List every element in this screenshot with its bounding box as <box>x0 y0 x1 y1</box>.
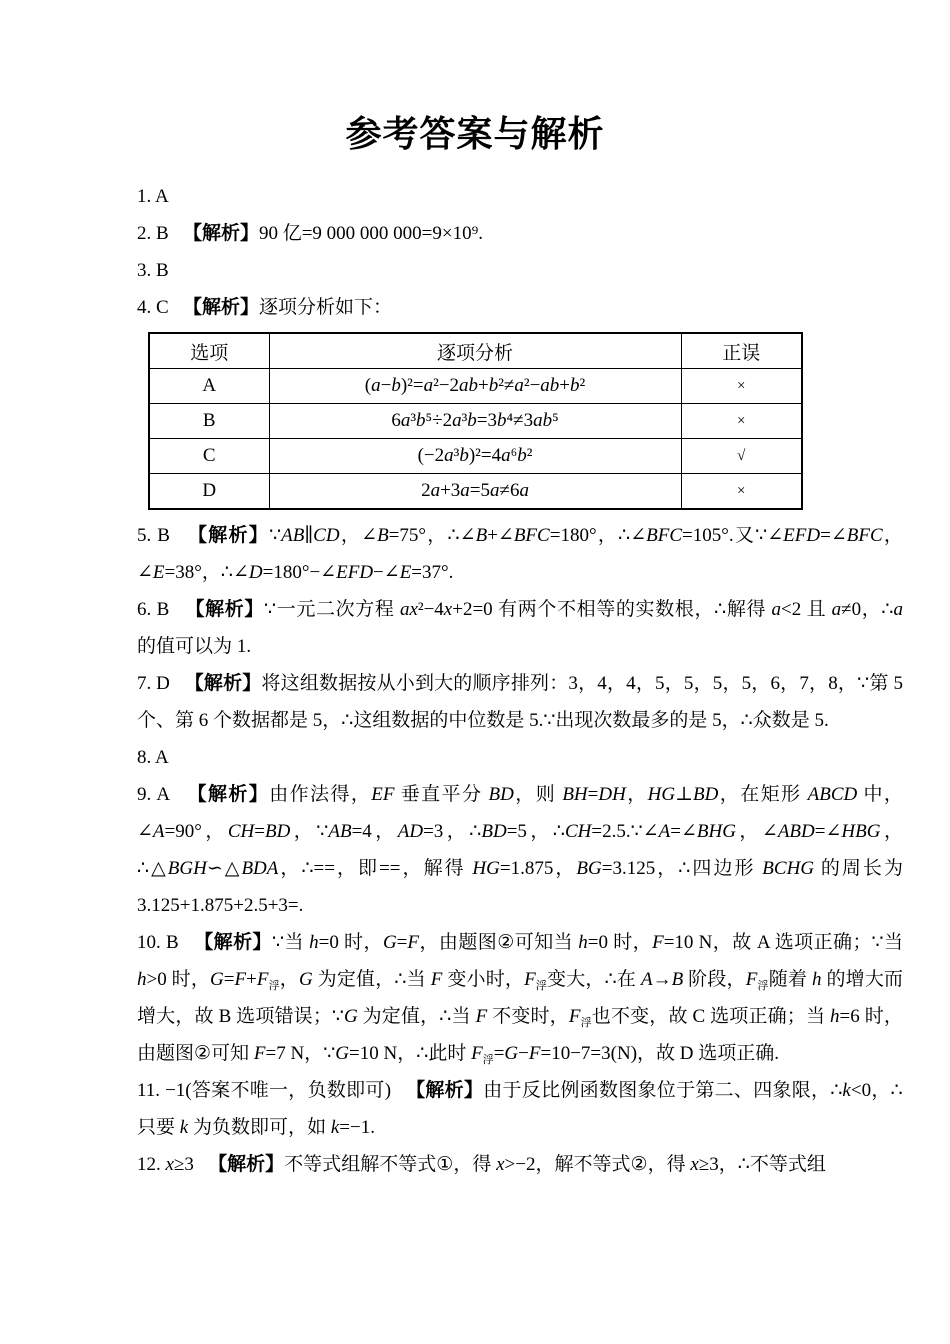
table-header-cell: 正误 <box>681 333 802 369</box>
cell-analysis: 2a+3a=5a≠6a <box>269 474 681 510</box>
answer-item-10: 10. B 【解析】∵当 h=0 时，G=F，由题图②可知当 h=0 时，F=10 N，故 A 选项正确；∵当 h>0 时，$G=F+F_浮$，G 为定值，∴当 F 变小时，$F_浮$变大，∴在 A→B 阶段，$F_浮$随着 h 的增大而增大，故 B 选项错误；∵G 为定值，∴当 F 不变时，$F_浮$也不变，故 C 选项正确；当 h=6 时，由题图②可知 F=7 N，∵G=10 N，∴此时 $F_浮=G-F=10-7=3(N)$，故 D 选项正确. <box>137 924 903 1072</box>
math-run: 变大，∴在 A→B 阶段，F <box>547 969 758 990</box>
answer-item-3: 3. B <box>137 260 169 281</box>
answer-item-11: 11. −1(答案不唯一，负数即可) 【解析】由于反比例函数图象位于第二、四象限，∴k<0，∴只要 k 为负数即可，如 k=−1. <box>137 1080 903 1138</box>
analysis-label: 【解析】 <box>185 599 264 620</box>
math-run: 不等式组解不等式①，得 x>−2，解不等式②，得 x≥3，∴不等式组 <box>284 1154 826 1175</box>
answer-item-4: 4. C 【解析】逐项分析如下： <box>137 297 392 318</box>
answer-item-6: 6. B 【解析】∵一元二次方程 ax²−4x+2=0 有两个不相等的实数根，∴解得 a<2 且 a≠0，∴a 的值可以为 1. <box>137 591 903 665</box>
math-run: =G−F=10−7=3 <box>493 1043 611 1064</box>
answer-item-12: 12. x≥3 【解析】不等式组解不等式①，得 x>−2，解不等式②，得 x≥3，∴不等式组 <box>137 1154 826 1175</box>
math-run: 也不变， <box>591 1006 669 1027</box>
analysis-label: 【解析】 <box>188 525 270 546</box>
math-run: 当 h=6 时，由题图②可知 F=7 <box>137 1006 903 1064</box>
subscript: 浮 <box>757 980 769 992</box>
math-run: ∵当 h=0 时，G=F，由题图②可知当 h=0 时，F=10 <box>271 932 694 953</box>
math-run: ∵一元二次方程 ax²−4x+2=0 有两个不相等的实数根，∴解得 a<2 且 a≠0，∴a 的值可以为 1. <box>137 599 903 657</box>
math-run: 随着 h 的增大而增大， <box>137 969 904 1027</box>
math-run: ，G 为定值，∴当 F 变小时，F <box>279 969 536 990</box>
analysis-label: 【解析】 <box>208 1154 285 1175</box>
table-row <box>149 439 802 474</box>
cell-verdict: × <box>681 474 802 510</box>
math-run: x≥3 <box>165 1154 194 1175</box>
cell-option: D <box>149 474 269 510</box>
math-run: ∵当 h>0 时，G=F+F <box>137 932 903 990</box>
answer-item-2: 2. B 【解析】90 亿=9 000 000 000=9×10⁹. <box>137 223 483 244</box>
analysis-label: 【解析】 <box>184 673 262 694</box>
answer-table-header-row <box>149 333 802 369</box>
answer-item-5: 5. B 【解析】∵AB∥CD，∠B=75°，∴∠B+∠BFC=180°，∴∠BFC=105°.又∵∠EFD=∠BFC，∠E=38°，∴∠D=180°−∠EFD−∠E=37°. <box>137 525 903 583</box>
cell-option: A <box>149 369 269 404</box>
answer-item-1: 1. A <box>137 186 169 207</box>
subscript: 浮 <box>268 980 280 992</box>
math-run: 由作法得，EF 垂直平分 BD，则 BH=DH，HG⊥BD，在矩形 ABCD 中，∠A=90°，CH=BD，∵AB=4，AD=3，∴BD=5，∴CH=2.5.∵∠A=∠BHG，∠ABD=∠HBG，∴△BGH∽△BDA，∴==，即==，解得 HG=1.875，BG=3.125，∴四边形 BCHG 的周长为 3.125+1.875+2.5+3=. <box>137 784 903 916</box>
table-header-cell: 逐项分析 <box>269 333 681 369</box>
analysis-label: 【解析】 <box>194 932 272 953</box>
table-header-cell: 选项 <box>149 333 269 369</box>
math-run: ∵G=10 <box>323 1043 379 1064</box>
cell-verdict: × <box>681 369 802 404</box>
table-row <box>149 474 802 510</box>
answer-table-body <box>149 369 802 510</box>
analysis-label: 【解析】 <box>182 297 259 318</box>
subscript: 浮 <box>535 980 548 992</box>
answers-list-bottom <box>137 517 908 1183</box>
answer-analysis-table <box>148 332 803 510</box>
cell-option: B <box>149 404 269 439</box>
table-row <box>149 369 802 404</box>
math-run: ∴此时 F <box>416 1043 483 1064</box>
table-row <box>149 404 802 439</box>
subscript: 浮 <box>580 1017 592 1029</box>
answers-list-top <box>137 178 903 326</box>
cell-analysis: 6a³b⁵÷2a³b=3b⁴≠3ab⁵ <box>269 404 681 439</box>
answer-item-8: 8. A <box>137 747 169 768</box>
cell-analysis: (a−b)²=a²−2ab+b²≠a²−ab+b² <box>269 369 681 404</box>
analysis-label: 【解析】 <box>406 1080 484 1101</box>
cell-analysis: (−2a³b)²=4a⁶b² <box>269 439 681 474</box>
cell-verdict: √ <box>681 439 802 474</box>
answer-item-7: 7. D 【解析】将这组数据按从小到大的顺序排列：3，4，4，5，5，5，5，6，7，8，∵第 5 个、第 6 个数据都是 5，∴这组数据的中位数是 5.∵出现次数最多的是 5，∴众数是 5. <box>137 673 908 731</box>
page-title: 参考答案与解析 <box>345 113 605 154</box>
cell-verdict: × <box>681 404 802 439</box>
math-run: ∵AB∥CD，∠B=75°，∴∠B+∠BFC=180°，∴∠BFC=105°.又∵∠EFD=∠BFC，∠E=38°，∴∠D=180°−∠EFD−∠E=37°. <box>137 525 903 583</box>
cell-option: C <box>149 439 269 474</box>
analysis-label: 【解析】 <box>182 223 259 244</box>
answer-item-9: 9. A 【解析】由作法得，EF 垂直平分 BD，则 BH=DH，HG⊥BD，在矩形 ABCD 中，∠A=90°，CH=BD，∵AB=4，AD=3，∴BD=5，∴CH=2.5.∵∠A=∠BHG，∠ABD=∠HBG，∴△BGH∽△BDA，∴==，即==，解得 HG=1.875，BG=3.125，∴四边形 BCHG 的周长为 3.125+1.875+2.5+3=. <box>137 776 903 924</box>
math-run: ∵G 为定值，∴当 F 不变时，F <box>331 1006 581 1027</box>
math-run: 由于反比例函数图象位于第二、四象限，∴k<0，∴只要 k 为负数即可，如 k=−1. <box>137 1080 903 1138</box>
analysis-label: 【解析】 <box>187 784 270 805</box>
subscript: 浮 <box>482 1054 494 1066</box>
